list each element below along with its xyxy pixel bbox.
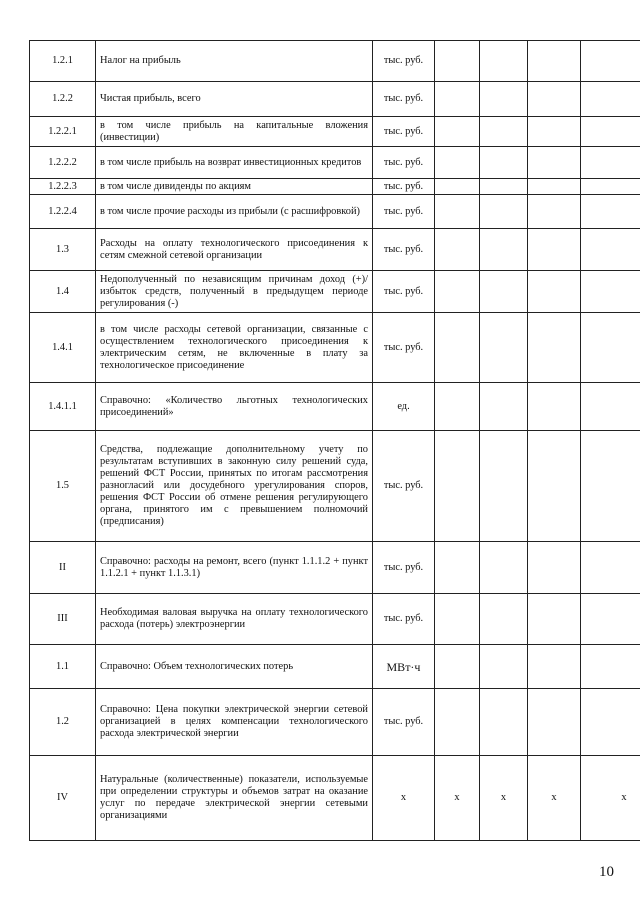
row-value bbox=[480, 117, 528, 147]
row-value bbox=[528, 313, 581, 383]
table-row bbox=[30, 229, 640, 271]
row-value bbox=[435, 542, 480, 594]
row-unit: тыс. руб. bbox=[373, 195, 435, 229]
row-value bbox=[581, 117, 640, 147]
row-value bbox=[435, 117, 480, 147]
row-number: 1.2.2.1 bbox=[30, 117, 96, 147]
row-value bbox=[480, 82, 528, 117]
row-value: x bbox=[435, 756, 480, 841]
table-row bbox=[30, 147, 640, 179]
row-name: Справочно: Цена покупки электрической энергии сетевой организацией в целях компенсации технологического расхода электрической энергии bbox=[96, 689, 373, 756]
row-value bbox=[581, 689, 640, 756]
row-value bbox=[581, 195, 640, 229]
row-name: в том числе прибыль на возврат инвестиционных кредитов bbox=[96, 147, 373, 179]
row-name: Справочно: «Количество льготных технологических присоединений» bbox=[96, 383, 373, 431]
row-value bbox=[480, 542, 528, 594]
row-name: в том числе прибыль на капитальные вложения (инвестиции) bbox=[96, 117, 373, 147]
row-value bbox=[480, 179, 528, 195]
row-number: 1.2.2.4 bbox=[30, 195, 96, 229]
row-value bbox=[480, 271, 528, 313]
row-value bbox=[528, 195, 581, 229]
row-value bbox=[435, 195, 480, 229]
row-name: Натуральные (количественные) показатели, используемые при определении структуры и объемов затрат на оказание услуг по передаче электрической энергии сетевыми организациями bbox=[96, 756, 373, 841]
row-value: x bbox=[581, 756, 640, 841]
row-number: IV bbox=[30, 756, 96, 841]
row-number: 1.2.2.2 bbox=[30, 147, 96, 179]
row-unit: тыс. руб. bbox=[373, 542, 435, 594]
row-value bbox=[528, 383, 581, 431]
row-value bbox=[435, 594, 480, 645]
row-value bbox=[480, 594, 528, 645]
row-value bbox=[581, 229, 640, 271]
row-value bbox=[528, 82, 581, 117]
row-value bbox=[480, 147, 528, 179]
row-value bbox=[528, 542, 581, 594]
row-value bbox=[480, 431, 528, 542]
row-unit: тыс. руб. bbox=[373, 82, 435, 117]
row-value bbox=[528, 117, 581, 147]
row-value bbox=[528, 431, 581, 542]
row-value bbox=[435, 271, 480, 313]
row-value bbox=[480, 689, 528, 756]
row-value bbox=[435, 179, 480, 195]
row-value bbox=[480, 313, 528, 383]
row-value bbox=[435, 313, 480, 383]
row-name: Необходимая валовая выручка на оплату технологического расхода (потерь) электроэнергии bbox=[96, 594, 373, 645]
row-unit: тыс. руб. bbox=[373, 179, 435, 195]
row-value bbox=[435, 431, 480, 542]
row-value bbox=[435, 645, 480, 689]
row-name: Справочно: расходы на ремонт, всего (пункт 1.1.1.2 + пункт 1.1.2.1 + пункт 1.1.3.1) bbox=[96, 542, 373, 594]
row-number: 1.2.2 bbox=[30, 82, 96, 117]
row-value bbox=[581, 313, 640, 383]
table-row bbox=[30, 41, 640, 82]
table-row bbox=[30, 542, 640, 594]
row-value bbox=[480, 229, 528, 271]
row-unit: тыс. руб. bbox=[373, 594, 435, 645]
row-number: 1.4.1.1 bbox=[30, 383, 96, 431]
row-value bbox=[528, 594, 581, 645]
table-row bbox=[30, 431, 640, 542]
row-number: 1.2.1 bbox=[30, 41, 96, 82]
row-value: x bbox=[480, 756, 528, 841]
row-number: II bbox=[30, 542, 96, 594]
table-row bbox=[30, 383, 640, 431]
row-unit: тыс. руб. bbox=[373, 271, 435, 313]
tariff-table bbox=[29, 40, 640, 841]
row-unit: тыс. руб. bbox=[373, 689, 435, 756]
row-value bbox=[528, 645, 581, 689]
row-value bbox=[435, 383, 480, 431]
row-unit: тыс. руб. bbox=[373, 147, 435, 179]
row-value bbox=[435, 147, 480, 179]
row-unit: тыс. руб. bbox=[373, 229, 435, 271]
row-unit: тыс. руб. bbox=[373, 313, 435, 383]
row-name: Средства, подлежащие дополнительному учету по результатам вступивших в законную силу решений суда, решений ФСТ России, принятых по итогам рассмотрения разногласий или досудебного урегулирования споров, решения ФСТ России об отмене решения регулирующего органа, принятого им с превышением полномочий (предписания) bbox=[96, 431, 373, 542]
row-value bbox=[581, 82, 640, 117]
row-unit: тыс. руб. bbox=[373, 117, 435, 147]
row-unit: x bbox=[373, 756, 435, 841]
table-row bbox=[30, 117, 640, 147]
row-unit: ед. bbox=[373, 383, 435, 431]
row-value bbox=[581, 594, 640, 645]
row-value bbox=[528, 179, 581, 195]
row-value bbox=[435, 82, 480, 117]
table-row bbox=[30, 594, 640, 645]
row-value bbox=[528, 147, 581, 179]
page-number: 10 bbox=[599, 864, 614, 880]
row-number: 1.4.1 bbox=[30, 313, 96, 383]
row-name: в том числе дивиденды по акциям bbox=[96, 179, 373, 195]
row-number: 1.2 bbox=[30, 689, 96, 756]
row-value bbox=[581, 271, 640, 313]
row-name: в том числе расходы сетевой организации, связанные с осуществлением технологического присоединения к электрическим сетям, не включенные в плату за технологическое присоединение bbox=[96, 313, 373, 383]
row-number: 1.3 bbox=[30, 229, 96, 271]
row-value bbox=[480, 195, 528, 229]
row-value bbox=[480, 383, 528, 431]
row-number: III bbox=[30, 594, 96, 645]
row-name: Чистая прибыль, всего bbox=[96, 82, 373, 117]
row-name: в том числе прочие расходы из прибыли (с расшифровкой) bbox=[96, 195, 373, 229]
row-name: Налог на прибыль bbox=[96, 41, 373, 82]
row-value bbox=[581, 645, 640, 689]
table-row bbox=[30, 82, 640, 117]
row-value bbox=[528, 229, 581, 271]
row-value bbox=[435, 229, 480, 271]
row-value bbox=[581, 431, 640, 542]
row-value bbox=[528, 689, 581, 756]
row-value bbox=[581, 542, 640, 594]
row-value bbox=[480, 645, 528, 689]
row-value bbox=[581, 383, 640, 431]
row-value bbox=[581, 147, 640, 179]
row-name: Недополученный по независящим причинам доход (+)/избыток средств, полученный в предыдущем периоде регулирования (-) bbox=[96, 271, 373, 313]
row-unit: тыс. руб. bbox=[373, 41, 435, 82]
table-row bbox=[30, 645, 640, 689]
row-unit: МВт·ч bbox=[373, 645, 435, 689]
table-row bbox=[30, 179, 640, 195]
table-row bbox=[30, 689, 640, 756]
row-value bbox=[581, 41, 640, 82]
row-number: 1.4 bbox=[30, 271, 96, 313]
row-value bbox=[581, 179, 640, 195]
table-row bbox=[30, 313, 640, 383]
row-unit: тыс. руб. bbox=[373, 431, 435, 542]
table-row bbox=[30, 195, 640, 229]
row-number: 1.1 bbox=[30, 645, 96, 689]
row-value bbox=[435, 689, 480, 756]
table-row bbox=[30, 756, 640, 841]
row-number: 1.5 bbox=[30, 431, 96, 542]
row-value bbox=[480, 41, 528, 82]
row-name: Справочно: Объем технологических потерь bbox=[96, 645, 373, 689]
row-number: 1.2.2.3 bbox=[30, 179, 96, 195]
table-row bbox=[30, 271, 640, 313]
row-value: x bbox=[528, 756, 581, 841]
row-value bbox=[528, 41, 581, 82]
row-value bbox=[528, 271, 581, 313]
row-name: Расходы на оплату технологического присоединения к сетям смежной сетевой организации bbox=[96, 229, 373, 271]
row-value bbox=[435, 41, 480, 82]
